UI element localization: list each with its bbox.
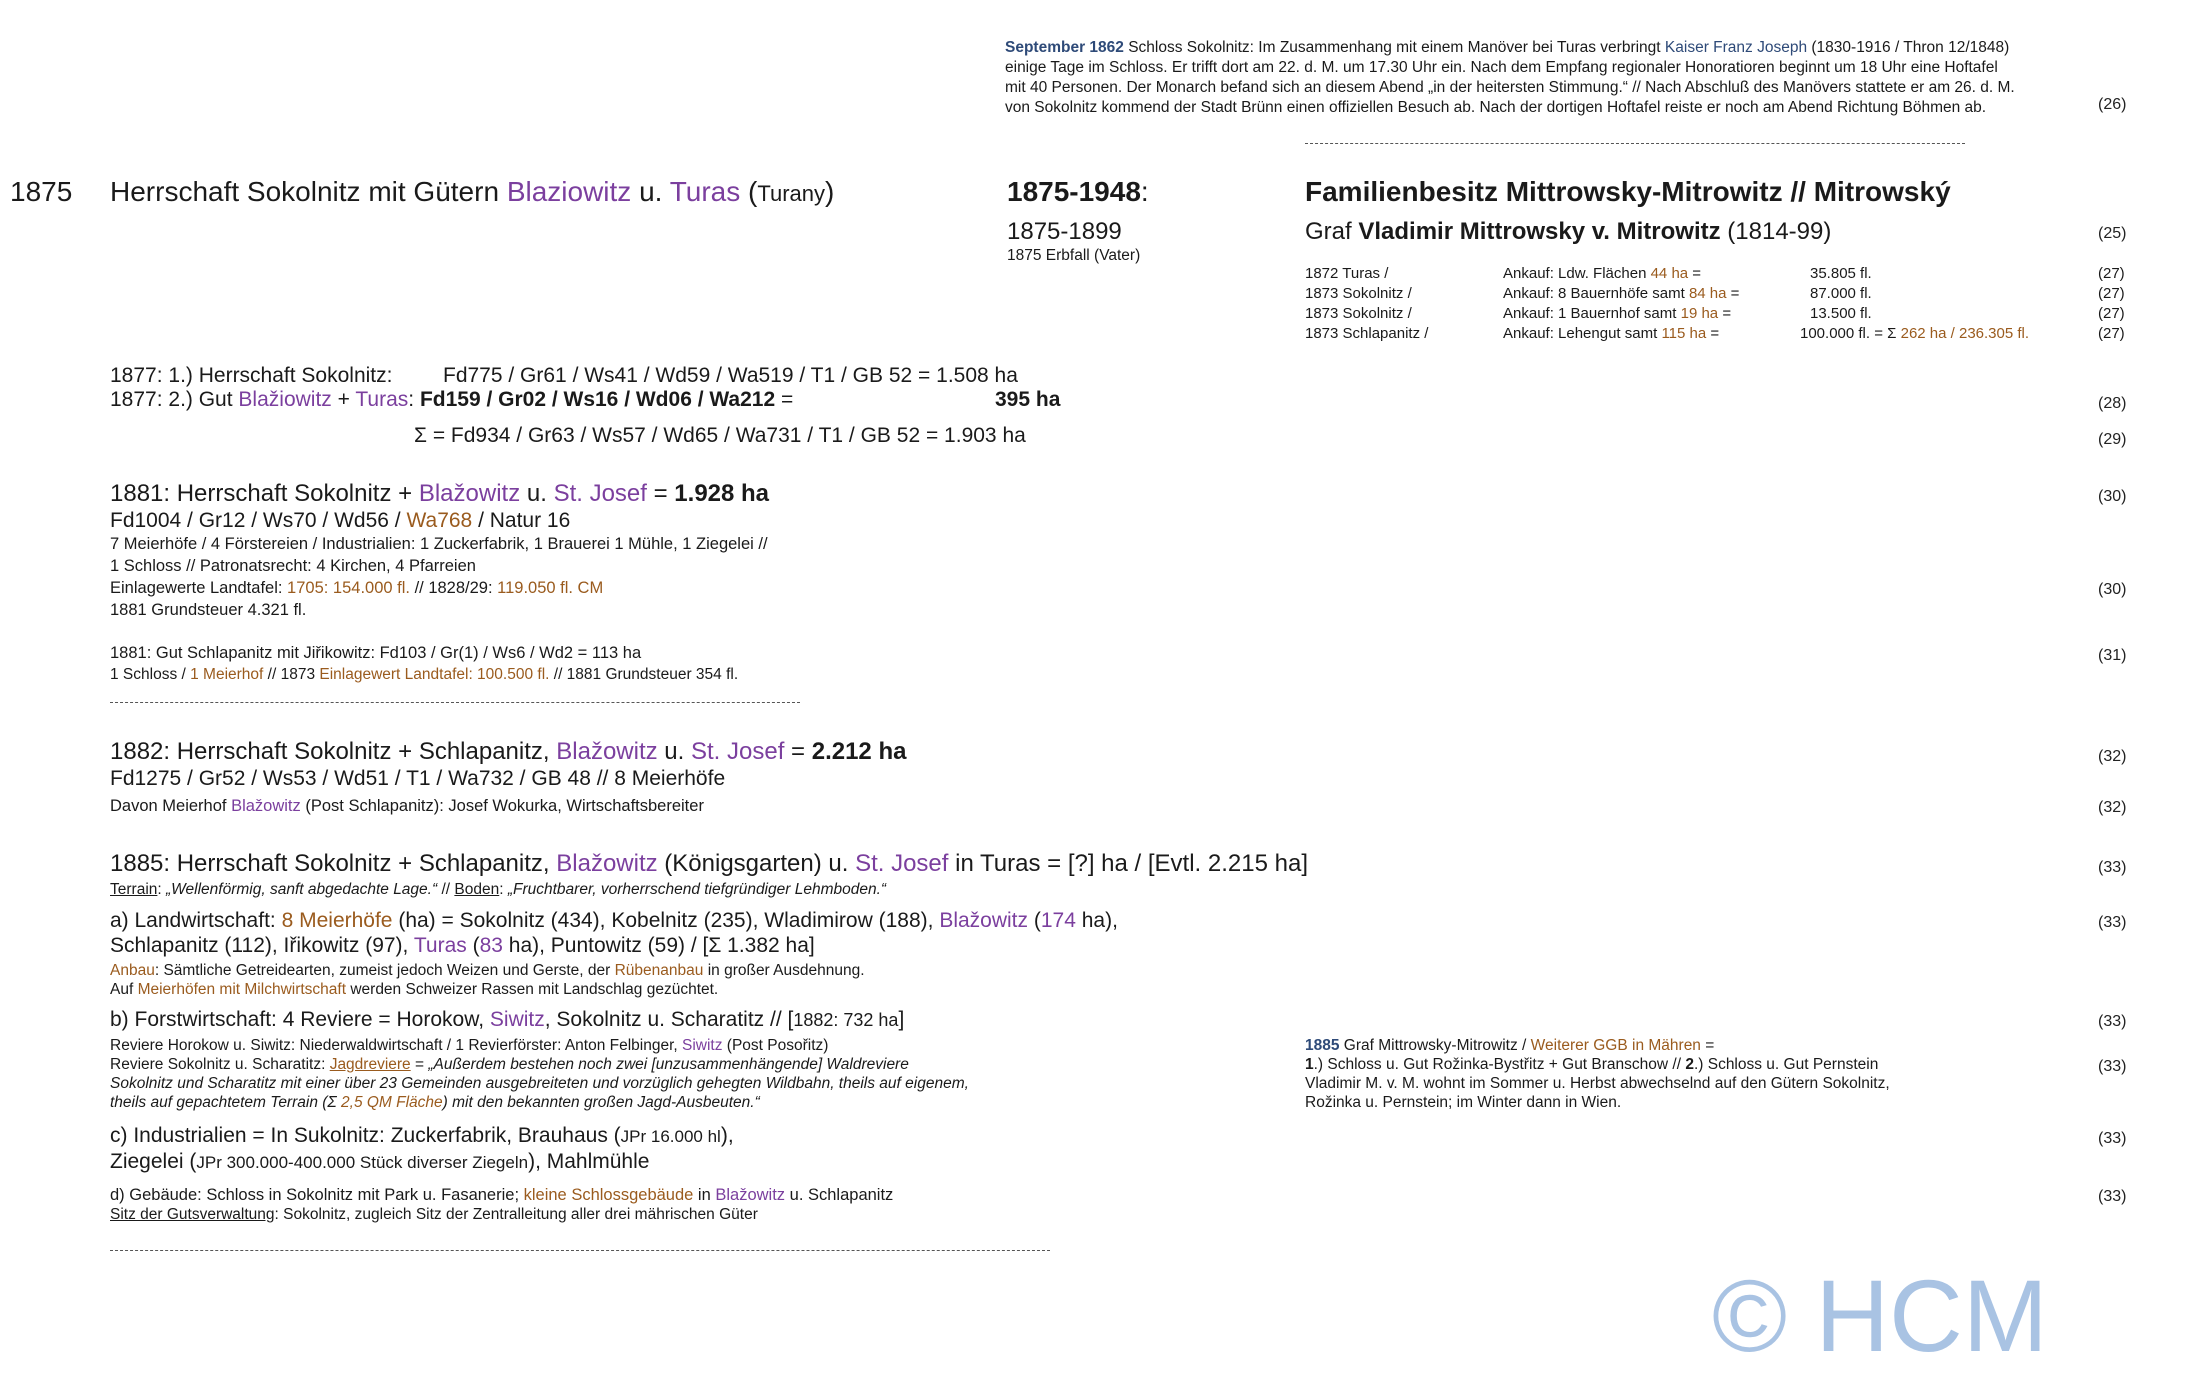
y1881-line-3: 7 Meierhöfe / 4 Förstereien / Industrialien: 1 Zuckerfabrik, 1 Brauerei 1 Mühle, 1 Ziegelei // [110, 535, 768, 553]
y1882-line-3: Davon Meierhof Blažowitz (Post Schlapanitz): Josef Wokurka, Wirtschaftsbereiter [110, 797, 704, 815]
ownership-note: 1875 Erbfall (Vater) [1007, 247, 1141, 264]
estate-title: Herrschaft Sokolnitz mit Gütern Blaziowitz u. Turas (Turany) [110, 176, 835, 207]
ref-33b: (33) [2098, 914, 2127, 931]
year-1875: 1875 [10, 176, 73, 207]
ref-31: (31) [2098, 647, 2127, 664]
y1885-b-line-2: Reviere Horokow u. Siwitz: Niederwaldwirtschaft / 1 Revierförster: Anton Felbinger, Siwitz (Post Posořitz) [110, 1037, 829, 1054]
ref-26: (26) [2098, 96, 2127, 113]
table-row: 1873 Sokolnitz / Ankauf: 1 Bauernhof samt 19 ha = 13.500 fl. (27) [1305, 305, 2125, 322]
family-title: Familienbesitz Mittrowsky-Mitrowitz // Mitrowský [1305, 176, 1951, 207]
ref-28: (28) [2098, 395, 2127, 412]
y1882-title: 1882: Herrschaft Sokolnitz + Schlapanitz, Blažowitz u. St. Josef = 2.212 ha [110, 738, 907, 765]
y1885-a-line-3: Anbau: Sämtliche Getreidearten, zumeist jedoch Weizen und Gerste, der Rübenanbau in großer Ausdehnung. [110, 962, 865, 979]
y1885-d-line-2: Sitz der Gutsverwaltung: Sokolnitz, zugleich Sitz der Zentralleitung aller drei mährischen Güter [110, 1206, 758, 1223]
ref-25: (25) [2098, 225, 2127, 242]
y1877-line-2: 1877: 2.) Gut Blažiowitz + Turas: Fd159 / Gr02 / Ws16 / Wd06 / Wa212 = 395 ha [110, 388, 1061, 411]
y1885-b-line-1: b) Forstwirtschaft: 4 Reviere = Horokow, Siwitz, Sokolnitz u. Scharatitz // [1882: 732 ha] [110, 1008, 905, 1031]
y1885-a-line-4: Auf Meierhöfen mit Milchwirtschaft werden Schweizer Rassen mit Landschlag gezüchtet. [110, 981, 719, 998]
count-name: Graf Vladimir Mittrowsky v. Mitrowitz (1814-99) [1305, 218, 1832, 245]
ref-29: (29) [2098, 431, 2127, 448]
divider-1885 [110, 1250, 1050, 1251]
y1885-c-line-1: c) Industrialien = In Sukolnitz: Zuckerfabrik, Brauhaus (JPr 16.000 hl), [110, 1124, 734, 1147]
y1881-title: 1881: Herrschaft Sokolnitz + Blažowitz u. St. Josef = 1.928 ha [110, 480, 770, 507]
y1885-d-line-1: d) Gebäude: Schloss in Sokolnitz mit Park u. Fasanerie; kleine Schlossgebäude in Blažowitz u. Schlapanitz [110, 1186, 894, 1204]
y1885-b-line-4: Sokolnitz und Scharatitz mit einer über 23 Gemeinden ausgebreiteten und vorzüglich gehegten Wildbahn, theils auf eigenem, [110, 1075, 969, 1092]
top-note [1005, 38, 2015, 118]
side-note-line-1: 1885 Graf Mittrowsky-Mitrowitz / Weiterer GGB in Mähren = [1305, 1037, 1715, 1054]
y1885-a-line-1: a) Landwirtschaft: 8 Meierhöfe (ha) = Sokolnitz (434), Kobelnitz (235), Wladimirow (188), Blažowitz (174 ha), [110, 909, 1118, 932]
y1877-sum: Σ = Fd934 / Gr63 / Ws57 / Wd65 / Wa731 / T1 / GB 52 = 1.903 ha [414, 424, 1026, 447]
ref-32b: (32) [2098, 799, 2127, 816]
top-note-line-3: mit 40 Personen. Der Monarch befand sich an diesem Abend „in der heitersten Stimmung.“ // Nach Abschluß des Manövers stattete er am 26. d. M. [1005, 79, 2015, 96]
y1881-line-5: Einlagewerte Landtafel: 1705: 154.000 fl. // 1828/29: 119.050 fl. CM [110, 579, 604, 597]
ref-33f: (33) [2098, 1188, 2127, 1205]
top-note-line-1: September 1862 Schloss Sokolnitz: Im Zusammenhang mit einem Manöver bei Turas verbringt Kaiser Franz Joseph (1830-1916 / Thron 12/1848) [1005, 39, 2010, 56]
y1881-gut-line-1: 1881: Gut Schlapanitz mit Jiřikowitz: Fd103 / Gr(1) / Ws6 / Wd2 = 113 ha [110, 644, 642, 662]
ref-32a: (32) [2098, 748, 2127, 765]
y1881-gut-line-2: 1 Schloss / 1 Meierhof // 1873 Einlagewert Landtafel: 100.500 fl. // 1881 Grundsteuer 354 fl. [110, 666, 739, 683]
y1885-b-line-5: theils auf gepachtetem Terrain (Σ 2,5 QM Fläche) mit den bekannten großen Jagd-Ausbeuten.“ [110, 1094, 760, 1111]
ref-30b: (30) [2098, 581, 2127, 598]
top-divider [1305, 143, 1965, 144]
y1877-line-1: 1877: 1.) Herrschaft Sokolnitz: Fd775 / Gr61 / Ws41 / Wd59 / Wa519 / T1 / GB 52 = 1.508 ha [110, 364, 1018, 387]
y1885-title: 1885: Herrschaft Sokolnitz + Schlapanitz, Blažowitz (Königsgarten) u. St. Josef in Turas = [?] ha / [Evtl. 2.215 ha] [110, 850, 1308, 877]
side-note-line-3: Vladimir M. v. M. wohnt im Sommer u. Herbst abwechselnd auf den Gütern Sokolnitz, [1305, 1075, 1890, 1092]
y1885-terrain: Terrain: „Wellenförmig, sanft abgedachte Lage.“ // Boden: „Fruchtbarer, vorherrschend tiefgründiger Lehmboden.“ [110, 881, 887, 898]
ownership-span-2: 1875-1899 [1007, 218, 1122, 245]
ref-33d: (33) [2098, 1058, 2127, 1075]
y1881-line-2: Fd1004 / Gr12 / Ws70 / Wd56 / Wa768 / Natur 16 [110, 509, 571, 532]
y1881-line-6: 1881 Grundsteuer 4.321 fl. [110, 601, 307, 619]
top-note-line-2: einige Tage im Schloss. Er trifft dort am 22. d. M. um 17.30 Uhr ein. Nach dem Empfang regionaler Honoratioren beginnt um 18 Uhr eine Hoftafel [1005, 59, 1998, 76]
copyright-watermark: © HCM [1712, 1259, 2048, 1373]
top-note-line-4: von Sokolnitz kommend der Stadt Brünn einen offiziellen Besuch ab. Nach der dortigen Hoftafel reiste er noch am Abend Richtung Böhmen ab. [1005, 99, 1987, 116]
y1885-a-line-2: Schlapanitz (112), Iřikowitz (97), Turas (83 ha), Puntowitz (59) / [Σ 1.382 ha] [110, 934, 815, 957]
table-row: 1873 Schlapanitz / Ankauf: Lehengut samt 115 ha = 100.000 fl. = Σ 262 ha / 236.305 fl. (27) [1305, 325, 2125, 342]
y1881-line-4: 1 Schloss // Patronatsrecht: 4 Kirchen, 4 Pfarreien [110, 557, 476, 575]
ref-33a: (33) [2098, 859, 2127, 876]
y1885-b-line-3: Reviere Sokolnitz u. Scharatitz: Jagdreviere = „Außerdem bestehen noch zwei [unzusammenhängende] Waldreviere [110, 1056, 909, 1073]
ref-33e: (33) [2098, 1130, 2127, 1147]
purchase-table [1305, 265, 2185, 345]
side-note-line-4: Rožinka u. Pernstein; im Winter dann in Wien. [1305, 1094, 1622, 1111]
table-row: 1872 Turas / Ankauf: Ldw. Flächen 44 ha = 35.805 fl. (27) [1305, 265, 2125, 282]
divider-1881 [110, 702, 800, 703]
side-note-line-2: 1.) Schloss u. Gut Rožinka-Bystřitz + Gut Branschow // 2.) Schloss u. Gut Pernstein [1305, 1056, 1879, 1073]
ownership-span: 1875-1948: [1007, 176, 1149, 207]
y1882-line-2: Fd1275 / Gr52 / Ws53 / Wd51 / T1 / Wa732 / GB 48 // 8 Meierhöfe [110, 767, 726, 790]
ref-30a: (30) [2098, 488, 2127, 505]
y1885-c-line-2: Ziegelei (JPr 300.000-400.000 Stück diverser Ziegeln), Mahlmühle [110, 1150, 650, 1173]
table-row: 1873 Sokolnitz / Ankauf: 8 Bauernhöfe samt 84 ha = 87.000 fl. (27) [1305, 285, 2125, 302]
ref-33c: (33) [2098, 1013, 2127, 1030]
